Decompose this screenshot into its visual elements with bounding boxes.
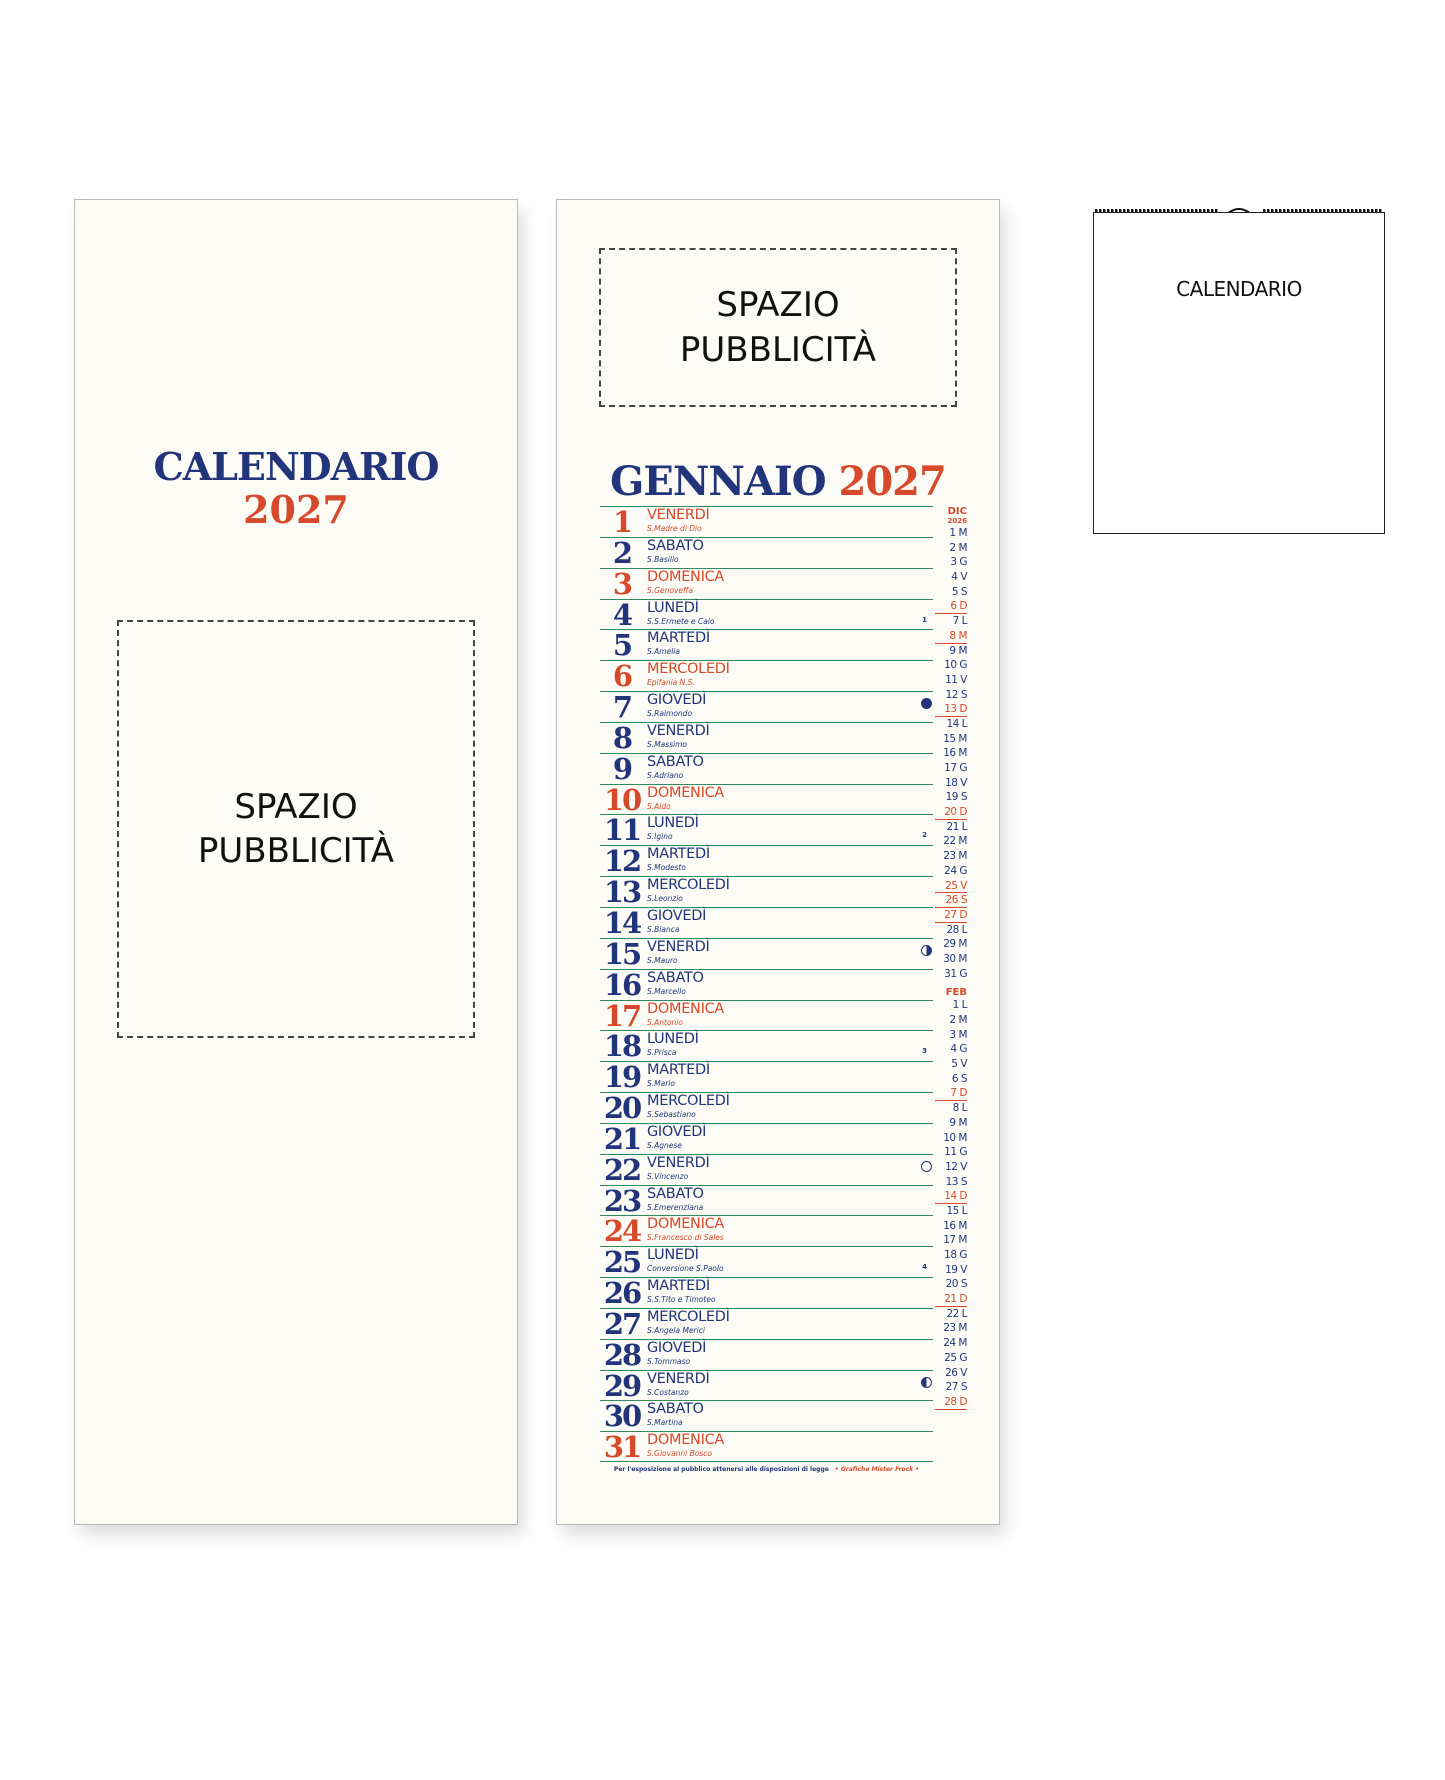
day-row	[600, 784, 933, 815]
mini-day: 15 L	[946, 1204, 967, 1217]
mini-day: 27 D	[935, 908, 967, 923]
mini-day: 29 M	[943, 938, 967, 951]
day-number: 10	[603, 782, 641, 817]
saint-name: S.Emerenziana	[647, 1202, 704, 1212]
day-number: 13	[603, 875, 641, 910]
weekday-name: VENERDÌ	[647, 722, 710, 739]
saint-name: S.Marcello	[647, 986, 686, 996]
saint-name: S.Martina	[647, 1418, 683, 1428]
day-number: 6	[612, 659, 632, 694]
day-row	[600, 938, 933, 969]
day-number: 11	[603, 813, 641, 848]
day-number: 2	[612, 535, 632, 570]
day-row	[600, 506, 933, 537]
mini-day: 18 G	[944, 1249, 967, 1261]
day-row	[600, 1185, 933, 1216]
mini-day: 23 M	[943, 850, 967, 863]
cover-ad-label-line2: PUBBLICITÀ	[197, 831, 395, 871]
weekday-name: MARTEDÌ	[647, 1278, 710, 1295]
mini-day: 11 G	[944, 1146, 967, 1159]
mini-day: 22 M	[943, 835, 967, 848]
day-number: 27	[603, 1306, 641, 1341]
day-row	[600, 1430, 933, 1465]
mini-day: 7 L	[952, 615, 967, 628]
saint-name: S.S.Ermete e Caio	[647, 616, 715, 626]
mini-day: 26 S	[935, 893, 967, 908]
week-number: 3	[922, 1047, 927, 1056]
mini-day: 24 M	[943, 1337, 967, 1350]
saint-name: S.Modesto	[647, 863, 687, 873]
mini-day: 22 L	[946, 1307, 967, 1320]
weekday-name: MERCOLEDÌ	[647, 1308, 730, 1325]
saint-name: Conversione S.Paolo	[647, 1264, 724, 1274]
month-year: 2027	[838, 458, 946, 505]
mini-day: 5 S	[951, 585, 967, 598]
day-row	[600, 628, 933, 663]
day-row	[600, 907, 933, 938]
saint-name: S.Amelia	[647, 647, 680, 657]
saint-name: S.Prisca	[647, 1048, 677, 1058]
day-row	[600, 690, 933, 725]
day-number: 7	[612, 690, 632, 725]
day-row	[600, 1123, 933, 1154]
weekday-name: VENERDÌ	[647, 1370, 710, 1387]
calendar-cover-panel	[74, 199, 518, 1525]
weekday-name: LUNEDÌ	[647, 1247, 699, 1264]
cover-ad-label-line1: SPAZIO	[234, 786, 358, 827]
day-number: 22	[603, 1152, 641, 1187]
weekday-name: SABATO	[647, 969, 704, 986]
front-ad-space	[599, 248, 957, 407]
mini-day: 13 S	[945, 1175, 967, 1188]
front-ad-label-line2: PUBBLICITÀ	[679, 329, 877, 370]
saint-name: S.Mauro	[647, 955, 678, 965]
day-number: 21	[603, 1121, 641, 1156]
saint-name: S.Francesco di Sales	[647, 1233, 724, 1243]
saint-name: S.Basilio	[647, 554, 679, 564]
week-number: 2	[922, 831, 927, 840]
saint-name: S.Vincenzo	[647, 1171, 689, 1181]
mini-day: 26 V	[945, 1366, 967, 1379]
weekday-name: GIOVEDÌ	[647, 692, 707, 709]
day-number: 12	[603, 844, 641, 879]
weekday-name: DOMENICA	[647, 784, 725, 801]
weekday-name: MERCOLEDÌ	[647, 1093, 730, 1110]
day-number: 29	[603, 1368, 641, 1403]
day-number: 26	[603, 1276, 641, 1311]
weekday-name: LUNEDÌ	[647, 1031, 699, 1048]
day-row	[600, 1029, 933, 1064]
footer-legal-text: Per l'esposizione al pubblico attenersi alle disposizioni di legge	[613, 1466, 829, 1473]
mini-day: 6 D	[935, 599, 967, 614]
day-number: 18	[603, 1029, 641, 1064]
saint-name: S.Bianca	[647, 924, 680, 934]
weekday-name: SABATO	[647, 753, 704, 770]
mini-day: 10 G	[944, 659, 967, 672]
day-row	[600, 1276, 933, 1311]
mini-day: 8 L	[952, 1102, 967, 1115]
day-row	[600, 875, 933, 910]
day-number: 20	[603, 1091, 641, 1126]
cover-ad-space	[117, 620, 475, 1038]
day-number: 8	[612, 720, 632, 755]
weekday-name: VENERDÌ	[647, 938, 710, 955]
weekday-name: GIOVEDÌ	[647, 1339, 707, 1356]
mini-day: 20 D	[935, 805, 967, 820]
day-row	[600, 1154, 933, 1185]
mini-month-label: DIC	[947, 506, 967, 517]
saint-name: S.Massimo	[647, 739, 688, 749]
mini-day: 20 S	[945, 1278, 967, 1291]
weekday-name: LUNEDÌ	[647, 815, 699, 832]
mini-day: 11 V	[945, 673, 967, 686]
saint-name: S.Leonzio	[647, 894, 683, 904]
calendar-month-panel	[556, 199, 1000, 1525]
mini-day: 30 M	[943, 952, 967, 965]
side-mini-calendar	[935, 506, 967, 1410]
day-number: 5	[612, 628, 632, 663]
weekday-name: DOMENICA	[647, 1216, 725, 1233]
mini-day: 1 L	[952, 999, 967, 1012]
cover-year: 2027	[243, 487, 349, 532]
moon-phase-new-icon	[921, 698, 932, 709]
mini-day: 19 S	[945, 791, 967, 804]
saint-name: S.Mario	[647, 1079, 675, 1089]
mini-day: 13 D	[935, 702, 967, 717]
wall-calendar-thumbnail	[1093, 212, 1385, 534]
mini-day: 9 M	[949, 644, 967, 657]
weekday-name: VENERDÌ	[647, 507, 710, 523]
saint-name: S.Genoveffa	[647, 585, 693, 595]
day-row	[600, 844, 933, 879]
mini-month-label: FEB	[945, 987, 967, 999]
day-number: 9	[612, 751, 632, 786]
front-ad-label-line1: SPAZIO	[716, 285, 840, 326]
mini-day: 16 M	[943, 747, 967, 760]
month-title	[557, 458, 999, 505]
saint-name: S.Aldo	[647, 801, 671, 811]
saint-name: S.Angela Merici	[647, 1325, 705, 1335]
day-rows	[600, 505, 933, 1465]
saint-name: S.Madre di Dio	[647, 524, 702, 533]
weekday-name: MERCOLEDÌ	[647, 877, 730, 894]
weekday-name: DOMENICA	[647, 1000, 725, 1017]
day-number: 28	[603, 1337, 641, 1372]
weekday-name: DOMENICA	[647, 568, 725, 585]
mini-day: 3 M	[949, 1028, 967, 1041]
mini-month-label: 2026	[947, 517, 967, 525]
legal-footer	[600, 1466, 933, 1473]
mini-day: 4 V	[951, 571, 967, 584]
mini-day: 6 S	[951, 1072, 967, 1085]
saint-name: S.Tommaso	[647, 1356, 691, 1366]
weekday-name: SABATO	[647, 1401, 704, 1418]
saint-name: Epifania N.S.	[647, 678, 695, 688]
day-row	[600, 659, 933, 694]
saint-name: S.Raimondo	[647, 709, 693, 719]
day-row	[600, 1091, 933, 1126]
mini-day: 7 D	[935, 1086, 967, 1101]
day-number: 4	[612, 597, 632, 632]
saint-name: S.Agnese	[647, 1140, 682, 1150]
mini-day: 4 G	[950, 1043, 967, 1056]
moon-phase-last-icon	[921, 1377, 932, 1388]
mini-day: 8 M	[935, 629, 967, 644]
saint-name: S.Sebastiano	[647, 1110, 696, 1120]
weekday-name: MARTEDÌ	[647, 1062, 710, 1079]
day-number: 19	[603, 1060, 641, 1095]
mini-day: 9 M	[949, 1116, 967, 1129]
day-number: 24	[603, 1214, 641, 1249]
weekday-name: GIOVEDÌ	[647, 907, 707, 924]
day-row	[600, 599, 933, 630]
mini-day: 17 M	[943, 1234, 967, 1247]
weekday-name: VENERDÌ	[647, 1154, 710, 1171]
mini-day: 3 G	[950, 556, 967, 569]
mini-day: 21 L	[946, 820, 967, 833]
mini-day: 23 M	[943, 1322, 967, 1335]
mini-day: 15 M	[943, 732, 967, 745]
day-row	[600, 753, 933, 784]
day-number: 16	[603, 967, 641, 1002]
weekday-name: SABATO	[647, 1185, 704, 1202]
day-number: 23	[603, 1183, 641, 1218]
mini-day: 14 L	[946, 717, 967, 730]
saint-name: S.Giovanni Bosco	[647, 1449, 712, 1459]
mini-day: 18 V	[945, 776, 967, 789]
weekday-name: GIOVEDÌ	[647, 1123, 707, 1140]
week-number: 4	[922, 1263, 927, 1272]
moon-phase-full-icon	[921, 1161, 932, 1172]
mini-day: 14 D	[935, 1189, 967, 1204]
week-number: 1	[922, 615, 927, 624]
day-row	[600, 1370, 933, 1401]
weekday-name: MARTEDÌ	[647, 630, 710, 647]
day-row	[600, 568, 933, 599]
day-row	[600, 1399, 933, 1434]
mini-day: 16 M	[943, 1219, 967, 1232]
day-row	[600, 1339, 933, 1370]
day-row	[600, 1000, 933, 1031]
cover-title: CALENDARIO	[153, 444, 439, 489]
saint-name: S.Costanzo	[647, 1387, 689, 1397]
day-row	[600, 1060, 933, 1095]
day-row	[600, 969, 933, 1000]
day-row	[600, 1308, 933, 1339]
day-row	[600, 1245, 933, 1280]
mini-day: 21 D	[935, 1292, 967, 1307]
mini-day: 27 S	[945, 1381, 967, 1394]
saint-name: S.Igino	[647, 832, 673, 842]
day-number: 3	[612, 566, 632, 601]
weekday-name: LUNEDÌ	[647, 599, 699, 616]
day-row	[600, 537, 933, 568]
weekday-name: MERCOLEDÌ	[647, 661, 730, 678]
mini-day: 12 V	[945, 1160, 967, 1173]
day-number: 1	[612, 505, 632, 539]
day-number: 25	[603, 1245, 641, 1280]
day-number: 30	[603, 1399, 641, 1434]
day-number: 17	[603, 998, 641, 1033]
saint-name: S.Adriano	[647, 770, 684, 780]
thumbnail-label: CALENDARIO	[1176, 277, 1302, 301]
day-number: 14	[603, 905, 641, 940]
mini-day: 12 S	[945, 688, 967, 701]
weekday-name: SABATO	[647, 537, 704, 554]
month-name: GENNAIO	[610, 458, 826, 505]
mini-day: 28 L	[946, 923, 967, 936]
mini-day: 10 M	[943, 1131, 967, 1144]
mini-day: 5 V	[951, 1058, 967, 1071]
saint-name: S.Antonio	[647, 1017, 683, 1027]
mini-day: 2 M	[949, 541, 967, 554]
mini-day: 2 M	[949, 1014, 967, 1026]
day-row	[600, 813, 933, 848]
mini-day: 25 V	[935, 879, 967, 894]
mini-day: 17 G	[944, 762, 967, 774]
mini-day: 31 G	[944, 967, 967, 980]
weekday-name: DOMENICA	[647, 1432, 725, 1449]
saint-name: S.S.Tito e Timoteo	[647, 1295, 716, 1305]
mini-day: 1 M	[949, 527, 967, 539]
mini-day: 28 D	[935, 1395, 967, 1410]
mini-day: 25 G	[944, 1351, 967, 1364]
day-number: 15	[603, 936, 641, 971]
day-row	[600, 1214, 933, 1249]
mini-day: 19 V	[945, 1263, 967, 1276]
footer-publisher: • Grafiche Mister Frock •	[834, 1466, 920, 1473]
day-row	[600, 722, 933, 753]
mini-day: 24 G	[944, 864, 967, 877]
weekday-name: MARTEDÌ	[647, 846, 710, 863]
day-number: 31	[603, 1430, 641, 1465]
moon-phase-first-icon	[921, 945, 932, 956]
